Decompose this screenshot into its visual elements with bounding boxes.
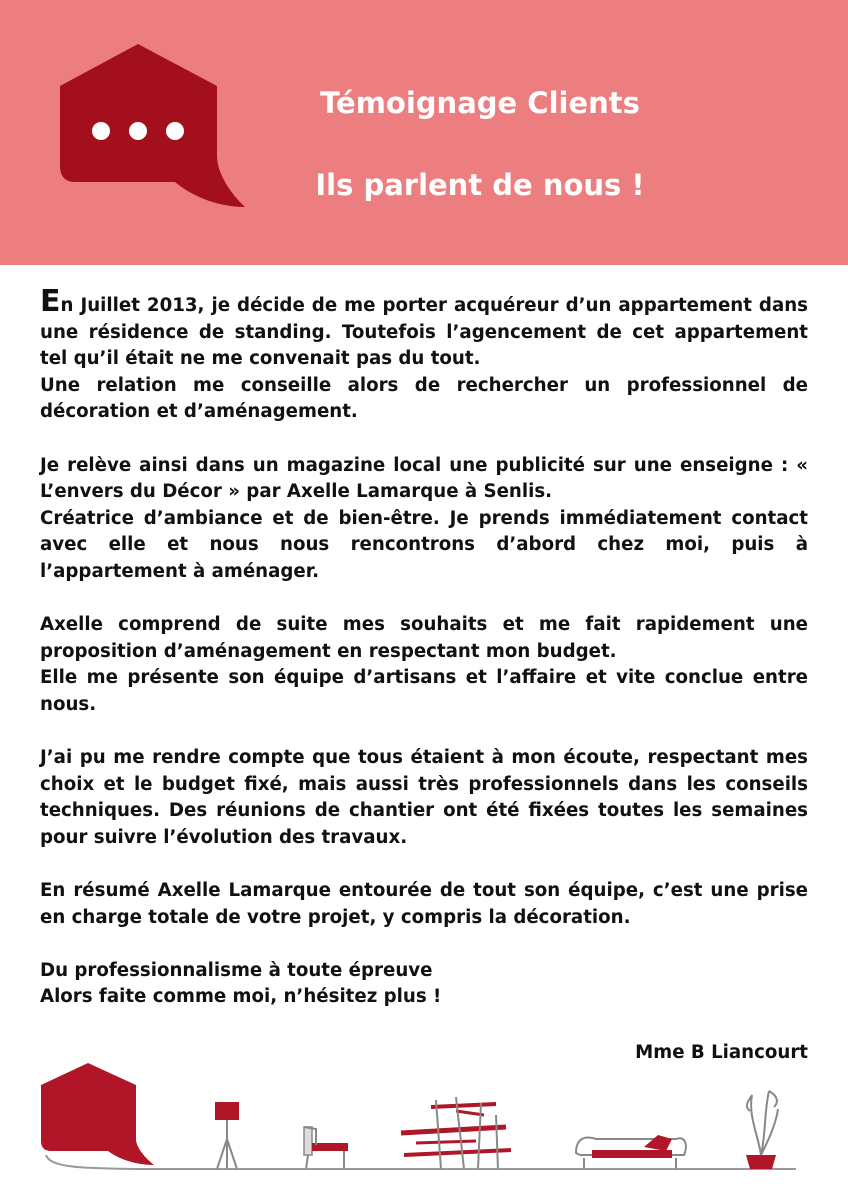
floor-lamp-icon: [215, 1102, 239, 1169]
shelf-sculpture-icon: [401, 1097, 511, 1169]
signature: Mme B Liancourt: [635, 1042, 808, 1063]
speech-bubble-house-icon: [55, 44, 250, 212]
drop-cap: E: [40, 284, 61, 319]
paragraph-6: [40, 958, 808, 1011]
paragraph-1-line-2: Une relation me conseille alors de rechercher un professionnel de décoration et d’aménagement.: [40, 374, 808, 423]
paragraph-6-line-1: Du professionnalisme à toute épreuve: [40, 959, 433, 981]
paragraph-6-line-2: Alors faite comme moi, n’hésitez plus !: [40, 986, 442, 1008]
potted-plant-icon: [746, 1091, 778, 1169]
footer-baseline: [46, 1155, 796, 1169]
armchair-icon: [304, 1127, 348, 1169]
paragraph-3-line-1: Axelle comprend de suite mes souhaits et me fait rapidement une proposition d’aménagement en respectant mon budget.: [40, 614, 808, 662]
paragraph-5: En résumé Axelle Lamarque entourée de tout son équipe, c’est une prise en charge totale de votre projet, y compris la décoration.: [40, 880, 808, 928]
paragraph-3: [40, 612, 808, 718]
page-title: Témoignage Clients: [320, 86, 640, 120]
page-subtitle: Ils parlent de nous !: [315, 168, 645, 202]
paragraph-4: J’ai pu me rendre compte que tous étaient à mon écoute, respectant mes choix et le budget fixé, mais aussi très professionnels dans les conseils techniques. Des réunions de chantier ont été fixées toutes les semaines pour suivre l’évolution des travaux.: [40, 747, 808, 848]
testimonial-text: [40, 284, 808, 1011]
sofa-icon: [576, 1135, 686, 1169]
paragraph-1: [40, 284, 808, 426]
paragraph-2-line-2: Créatrice d’ambiance et de bien-être. Je prends immédiatement contact avec elle et nous nous rencontrons d’abord chez moi, puis à l’appartement à aménager.: [40, 507, 808, 582]
paragraph-2: [40, 453, 808, 586]
footer-illustration: [36, 1055, 811, 1200]
paragraph-1-text: n Juillet 2013, je décide de me porter acquéreur d’un appartement dans une résidence de standing. Toutefois l’agencement de cet appartement tel qu’il était ne me convenait pas du tout.: [40, 295, 808, 370]
house-bubble-icon: [41, 1063, 154, 1165]
paragraph-3-line-2: Elle me présente son équipe d’artisans et l’affaire et vite conclue entre nous.: [40, 667, 808, 715]
paragraph-2-line-1: Je relève ainsi dans un magazine local une publicité sur une enseigne : « L’envers du Décor » par Axelle Lamarque à Senlis.: [40, 454, 808, 503]
header-banner: [0, 0, 848, 265]
